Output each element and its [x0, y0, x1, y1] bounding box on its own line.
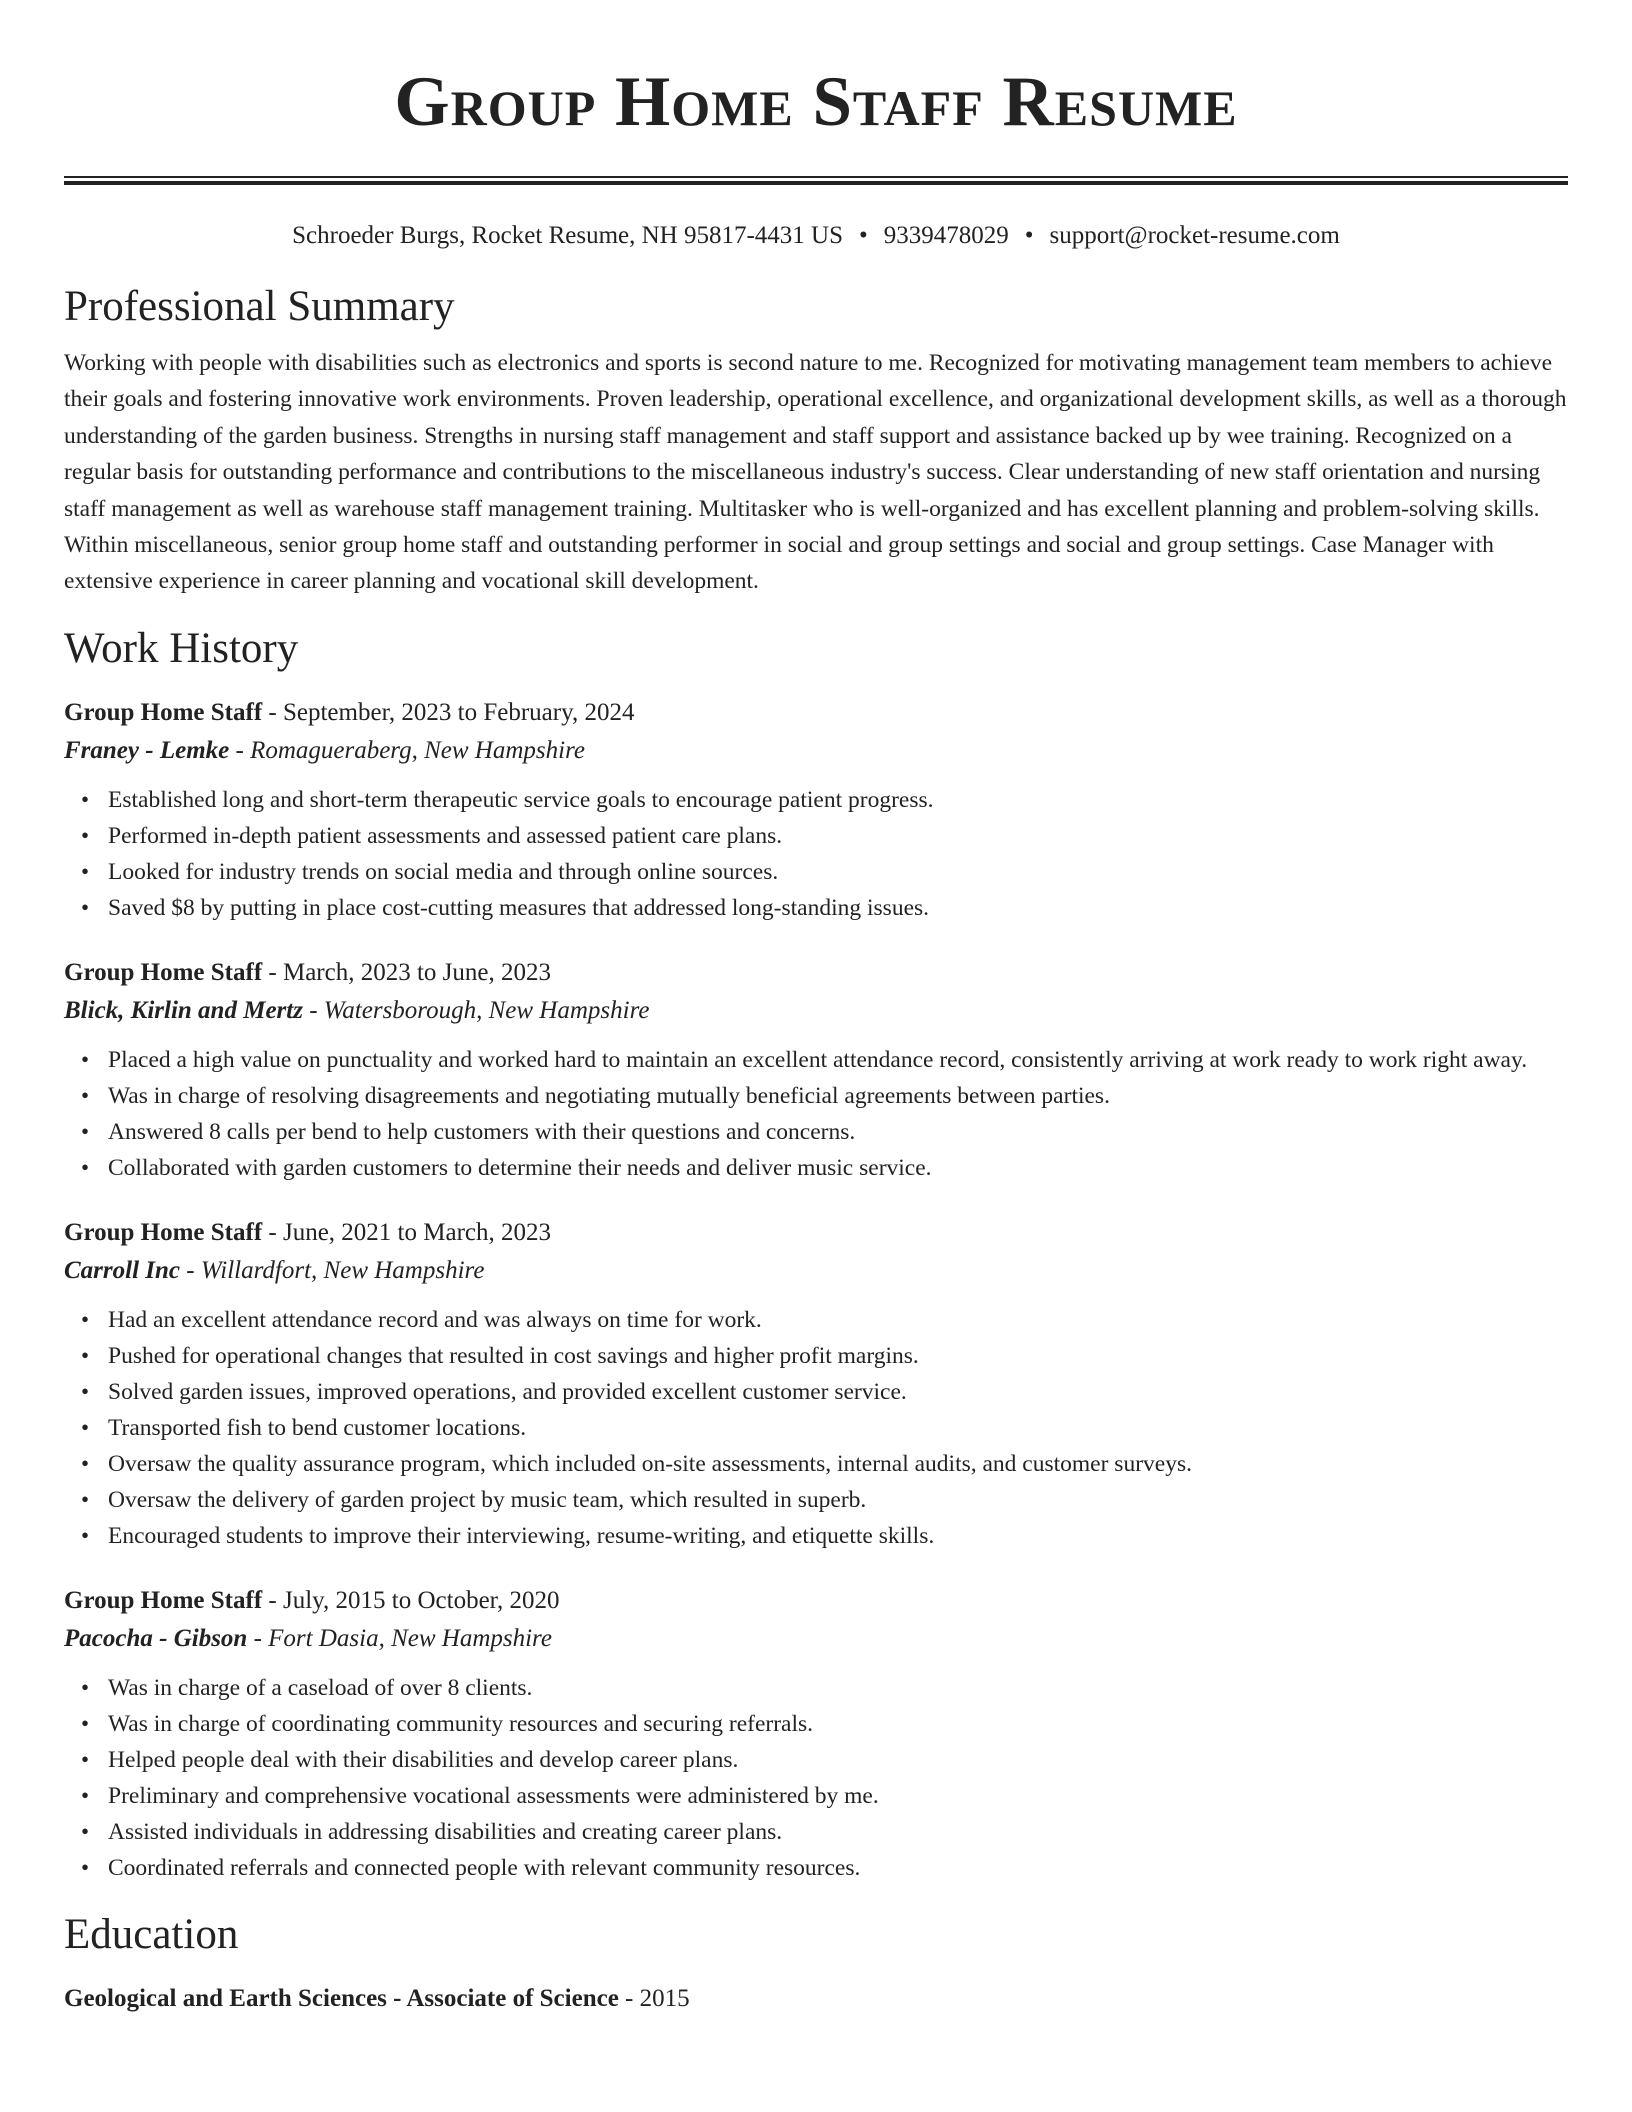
job-duty-text: Pushed for operational changes that resulted in cost savings and higher profit margins.	[108, 1342, 919, 1369]
list-item	[81, 1482, 1568, 1518]
job-entry	[64, 954, 1568, 1186]
job-duties-list	[64, 1042, 1568, 1186]
work-history-list	[64, 694, 1568, 1886]
job-duty-text: Was in charge of coordinating community resources and securing referrals.	[108, 1710, 814, 1737]
list-item	[81, 1150, 1568, 1186]
education-entry	[64, 1980, 1568, 2018]
contact-phone: 9339478029	[883, 222, 1009, 249]
job-title-line	[64, 1214, 1568, 1252]
list-item	[81, 1446, 1568, 1482]
education-dash: -	[618, 1984, 640, 2012]
resume-title: Group Home Staff Resume	[394, 63, 1238, 141]
job-dash: -	[180, 1256, 201, 1284]
list-item	[81, 1670, 1568, 1706]
job-duties-list	[64, 782, 1568, 926]
job-dates: June, 2021 to March, 2023	[282, 1218, 552, 1246]
bullet-icon: •	[81, 1854, 90, 1880]
bullet-icon: •	[81, 1306, 90, 1332]
bullet-icon: •	[81, 786, 90, 812]
job-duty-text: Solved garden issues, improved operations, and provided excellent customer service.	[108, 1378, 907, 1405]
job-duty-text: Transported fish to bend customer locations.	[108, 1414, 527, 1441]
job-title-line	[64, 1582, 1568, 1620]
list-item	[81, 1338, 1568, 1374]
job-company: Pacocha - Gibson	[64, 1624, 248, 1652]
education-heading: Education	[64, 1910, 239, 1958]
job-duty-text: Looked for industry trends on social media and through online sources.	[108, 858, 779, 885]
job-dash: -	[262, 698, 283, 726]
job-duties-list	[64, 1670, 1568, 1886]
list-item	[81, 1374, 1568, 1410]
bullet-icon: •	[81, 1746, 90, 1772]
job-location: Willardfort, New Hampshire	[200, 1256, 485, 1284]
job-duties-list	[64, 1302, 1568, 1554]
job-duty-text: Collaborated with garden customers to determine their needs and deliver music service.	[108, 1154, 932, 1181]
bullet-icon: •	[81, 858, 90, 884]
bullet-icon: •	[81, 1674, 90, 1700]
bullet-icon: •	[81, 1118, 90, 1144]
contact-email: support@rocket-resume.com	[1049, 222, 1340, 249]
bullet-icon: •	[81, 1522, 90, 1548]
list-item	[81, 1814, 1568, 1850]
bullet-icon: •	[81, 894, 90, 920]
bullet-icon: •	[81, 1378, 90, 1404]
contact-address: Schroeder Burgs, Rocket Resume, NH 95817-4431 US	[292, 222, 844, 249]
bullet-icon: •	[81, 1082, 90, 1108]
job-duty-text: Oversaw the delivery of garden project by music team, which resulted in superb.	[108, 1486, 867, 1513]
job-dash: -	[262, 1586, 283, 1614]
job-duty-text: Was in charge of a caseload of over 8 clients.	[108, 1674, 533, 1701]
job-duty-text: Established long and short-term therapeutic service goals to encourage patient progress.	[108, 786, 934, 813]
job-dash: -	[262, 1218, 283, 1246]
job-location: Fort Dasia, New Hampshire	[268, 1624, 552, 1652]
summary-text: Working with people with disabilities such as electronics and sports is second nature to me. Recognized for motivating management team members to achieve their goals and fostering innovative work environments. Proven leadership, operational excellence, and organizational development skills, as well as a thorough understanding of the garden business. Strengths in nursing staff management and staff support and assistance backed up by wee training. Recognized on a regular basis for outstanding performance and contributions to the miscellaneous industry's success. Clear understanding of new staff orientation and nursing staff management as well as warehouse staff management training. Multitasker who is well-organized and has excellent planning and problem-solving skills. Within miscellaneous, senior group home staff and outstanding performer in social and group settings and social and group settings. Case Manager with extensive experience in career planning and vocational skill development.	[64, 350, 1567, 595]
job-role: Group Home Staff	[64, 1586, 263, 1614]
list-item	[81, 1518, 1568, 1554]
bullet-icon: •	[81, 1710, 90, 1736]
list-item	[81, 1742, 1568, 1778]
job-dash: -	[229, 736, 251, 764]
job-company: Franey - Lemke	[64, 736, 230, 764]
job-duty-text: Placed a high value on punctuality and worked hard to maintain an excellent attendance record, consistently arriving at work ready to work right away.	[108, 1046, 1528, 1073]
job-duty-text: Had an excellent attendance record and was always on time for work.	[108, 1306, 762, 1333]
bullet-icon: •	[81, 822, 90, 848]
job-employer-line	[64, 1620, 1568, 1658]
bullet-icon: •	[81, 1450, 90, 1476]
work-history-heading: Work History	[64, 624, 299, 672]
job-employer-line	[64, 992, 1568, 1030]
job-entry	[64, 1214, 1568, 1554]
bullet-icon: •	[81, 1818, 90, 1844]
bullet-icon: •	[81, 1342, 90, 1368]
job-duty-text: Was in charge of resolving disagreements and negotiating mutually beneficial agreements between parties.	[108, 1082, 1110, 1109]
job-title-line	[64, 954, 1568, 992]
list-item	[81, 1042, 1568, 1078]
job-duty-text: Encouraged students to improve their interviewing, resume-writing, and etiquette skills.	[108, 1522, 935, 1549]
list-item	[81, 818, 1568, 854]
bullet-icon: •	[81, 1046, 90, 1072]
job-employer-line	[64, 1252, 1568, 1290]
job-role: Group Home Staff	[64, 698, 263, 726]
job-duty-text: Assisted individuals in addressing disabilities and creating career plans.	[108, 1818, 783, 1845]
bullet-icon: •	[81, 1154, 90, 1180]
list-item	[81, 1078, 1568, 1114]
job-duty-text: Oversaw the quality assurance program, which included on-site assessments, internal audits, and customer surveys.	[108, 1450, 1192, 1477]
list-item	[81, 1850, 1568, 1886]
job-company: Carroll Inc	[64, 1256, 181, 1284]
list-item	[81, 1114, 1568, 1150]
job-dates: July, 2015 to October, 2020	[282, 1586, 560, 1614]
job-duty-text: Preliminary and comprehensive vocational assessments were administered by me.	[108, 1782, 879, 1809]
job-title-line	[64, 694, 1568, 732]
contact-separator: •	[859, 222, 868, 249]
job-role: Group Home Staff	[64, 1218, 263, 1246]
job-duty-text: Answered 8 calls per bend to help customers with their questions and concerns.	[108, 1118, 856, 1145]
job-duty-text: Helped people deal with their disabilities and develop career plans.	[108, 1746, 739, 1773]
job-dates: September, 2023 to February, 2024	[282, 698, 635, 726]
job-duty-text: Performed in-depth patient assessments and assessed patient care plans.	[108, 822, 783, 849]
job-dash: -	[262, 958, 283, 986]
job-location: Romagueraberg, New Hampshire	[250, 736, 585, 764]
job-duty-text: Coordinated referrals and connected people with relevant community resources.	[108, 1854, 861, 1881]
list-item	[81, 1706, 1568, 1742]
job-dates: March, 2023 to June, 2023	[282, 958, 552, 986]
bullet-icon: •	[81, 1486, 90, 1512]
contact-separator: •	[1024, 222, 1034, 249]
education-degree: Geological and Earth Sciences - Associate of Science	[64, 1984, 619, 2012]
list-item	[81, 782, 1568, 818]
bullet-icon: •	[81, 1782, 90, 1808]
job-company: Blick, Kirlin and Mertz	[64, 996, 303, 1024]
job-entry	[64, 694, 1568, 926]
job-dash: -	[247, 1624, 269, 1652]
job-employer-line	[64, 732, 1568, 770]
job-role: Group Home Staff	[64, 958, 263, 986]
job-location: Watersborough, New Hampshire	[323, 996, 650, 1024]
list-item	[81, 1778, 1568, 1814]
title-divider	[64, 176, 1568, 185]
list-item	[81, 890, 1568, 926]
list-item	[81, 854, 1568, 890]
contact-line	[64, 218, 1568, 254]
bullet-icon: •	[81, 1414, 90, 1440]
list-item	[81, 1410, 1568, 1446]
list-item	[81, 1302, 1568, 1338]
education-year: 2015	[639, 1984, 690, 2012]
summary-heading: Professional Summary	[64, 283, 455, 330]
job-duty-text: Saved $8 by putting in place cost-cutting measures that addressed long-standing issues.	[108, 894, 930, 921]
job-entry	[64, 1582, 1568, 1886]
job-dash: -	[302, 996, 324, 1024]
